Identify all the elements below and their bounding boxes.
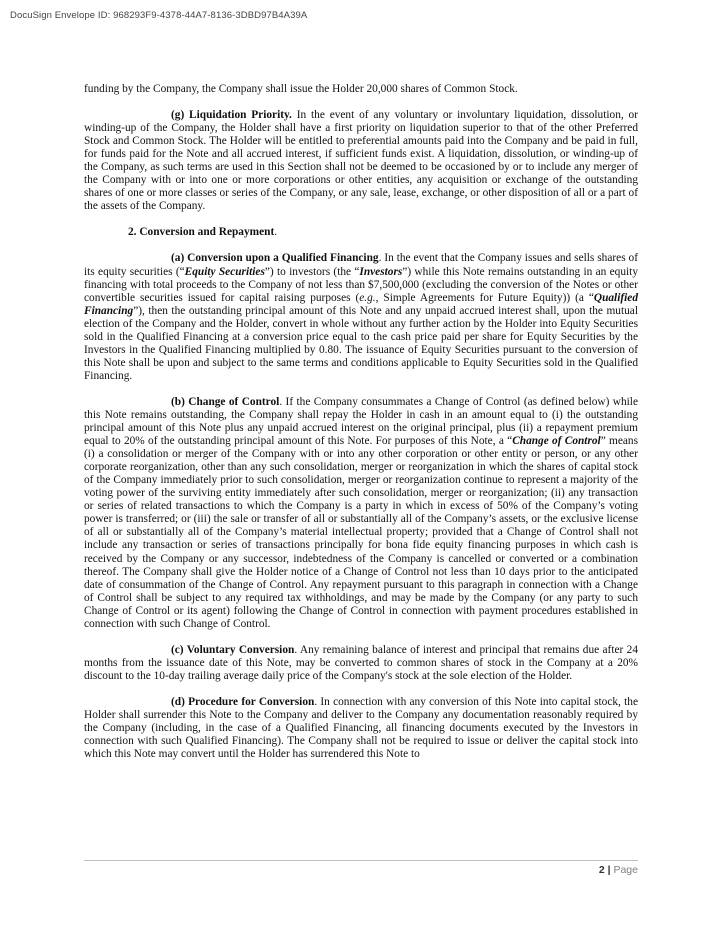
- paragraph-d-text: . In connection with any conversion of this Note into capital stock, the Holder shall surrender this Note to the Company and deliver to the Company any documentation reasonably required by the Company (including, in the case of a Qualified Financing, all financing documents executed by the Investors in connection with such Qualified Financing). The Company shall not be required to issue or deliver the capital stock into which this Note may convert until the Holder has surrendered this Note to: [84, 695, 638, 761]
- paragraph-g-heading: (g) Liquidation Priority.: [171, 109, 292, 122]
- section-2-heading-tail: .: [274, 226, 278, 239]
- page-separator: |: [604, 864, 614, 876]
- paragraph-b-text-2: ” means (i) a consolidation or merger of the Company with or into any other corporation or other entity or person, or any other corporate reorganization, other than any such consolidation, merger or reorganization in which the shares of capital stock of the Company immediately prior to such consolidation, merger or reorganization continue to represent a majority of the voting power of the surviving entity immediately after such consolidation, merger or reorganization; (ii) any transaction or series of related transactions to which the Company is a party in which in excess of 50% of the Company’s voting power is transferred; or (iii) the sale or transfer of all or substantially all of the Company’s assets, or the exclusive license of all or substantially all of the Company’s material intellectual property; provided that a Change of Control shall not include any transaction or series of transactions principally for bona fide equity financing purposes in which cash is received by the Company or any successor, indebtedness of the Company is cancelled or converted or a combination thereof. The Company shall give the Holder notice of a Change of Control not less than 10 days prior to the anticipated date of consummation of the Change of Control. Any repayment pursuant to this paragraph in connection with a Change of Control shall be subject to any required tax withholdings, and may be made by the Company (or any party to such Change of Control or its agent) following the Change of Control in connection with payment procedures established in connection with such Change of Control.: [84, 435, 638, 630]
- paragraph-a-heading: (a) Conversion upon a Qualified Financing: [171, 252, 379, 265]
- footer-divider: [84, 860, 638, 861]
- paragraph-c-text: . Any remaining balance of interest and principal that remains due after 24 months from the issuance date of this Note, may be converted to common shares of stock in the Company at a 20% discount to the 10-day trailing average daily price of the Company's stock at the sole election of the Holder.: [84, 643, 638, 682]
- page-label: Page: [613, 864, 638, 876]
- page-number: 2: [598, 864, 605, 876]
- paragraph-b-heading: (b) Change of Control: [171, 395, 280, 408]
- page-footer: [599, 864, 638, 876]
- defined-term-investors: Investors: [359, 265, 403, 278]
- section-2-heading: 2. Conversion and Repayment: [128, 226, 275, 239]
- paragraph-a-text-3: ”) while this Note remains outstanding in an equity financing with total proceeds to the Company of not less than $7,500,000 (excluding the conversion of the Notes or other convertible securities issued for capital raising purposes (: [84, 265, 638, 304]
- paragraph-g-text: In the event of any voluntary or involuntary liquidation, dissolution, or winding-up of the Company, the Holder shall have a first priority on liquidation superior to that of the other Preferred Stock and Common Stock. The Holder will be entitled to preferential amounts paid into the Company and be paid in full, for funds paid for the Note and all accrued interest, if sufficient funds exist. A liquidation, dissolution, or winding-up of the Company, as such terms are used in this Section shall not be deemed to be occasioned by or to include any merger of the Company with or into one or more corporations or other entities, any acquisition or exchange of the outstanding shares of one or more classes or series of the Company, or any sale, lease, exchange, or other disposition of all or a part of the assets of the Company.: [84, 109, 638, 213]
- paragraph-g-liquidation-priority: [84, 109, 638, 213]
- defined-term-equity-securities: Equity Securities: [184, 265, 265, 278]
- paragraph-a-text-2: ”) to investors (the “: [264, 265, 360, 278]
- paragraph-c-heading: (c) Voluntary Conversion: [171, 643, 295, 656]
- paragraph-a-text-5: ”), then the outstanding principal amount of this Note and any unpaid accrued interest shall, upon the mutual election of the Company and the Holder, convert in whole without any further action by the Holder into Equity Securities sold in the Qualified Financing at a conversion price equal to the cash price paid per share for Equity Securities by the Investors in the Qualified Financing multiplied by 0.80. The issuance of Equity Securities pursuant to the conversion of this Note shall be upon and subject to the same terms and conditions applicable to Equity Securities sold in the Qualified Financing.: [84, 304, 638, 382]
- paragraph-a-text-1: . In the event that the Company issues and sells shares of its equity securities (“: [84, 252, 638, 278]
- paragraph-c-voluntary-conversion: [84, 644, 638, 683]
- document-body: [84, 83, 638, 761]
- defined-term-change-of-control: Change of Control: [512, 435, 601, 448]
- paragraph-a-text-4: , Simple Agreements for Future Equity)) (a “: [375, 291, 594, 304]
- section-2-heading-line: [84, 226, 638, 239]
- paragraph-b-text-1: . If the Company consummates a Change of Control (as defined below) while this Note remains outstanding, the Company shall repay the Holder in cash in an amount equal to (i) the outstanding principal amount of this Note plus any unpaid accrued interest on the original principal, plus (ii) a repayment premium equal to 20% of the outstanding principal amount of this Note. For purposes of this Note, a “: [84, 395, 638, 448]
- paragraph-d-procedure-for-conversion: [84, 696, 638, 761]
- envelope-id-header: DocuSign Envelope ID: 968293F9-4378-44A7-8136-3DBD97B4A39A: [10, 10, 308, 21]
- paragraph-a-qualified-financing: [84, 252, 638, 382]
- defined-term-qualified-financing: Qualified Financing: [84, 291, 638, 317]
- intro-paragraph: funding by the Company, the Company shall issue the Holder 20,000 shares of Common Stock.: [84, 83, 518, 95]
- paragraph-b-change-of-control: [84, 396, 638, 631]
- eg-abbreviation: e.g.: [359, 291, 376, 304]
- paragraph-d-heading: (d) Procedure for Conversion: [171, 695, 315, 708]
